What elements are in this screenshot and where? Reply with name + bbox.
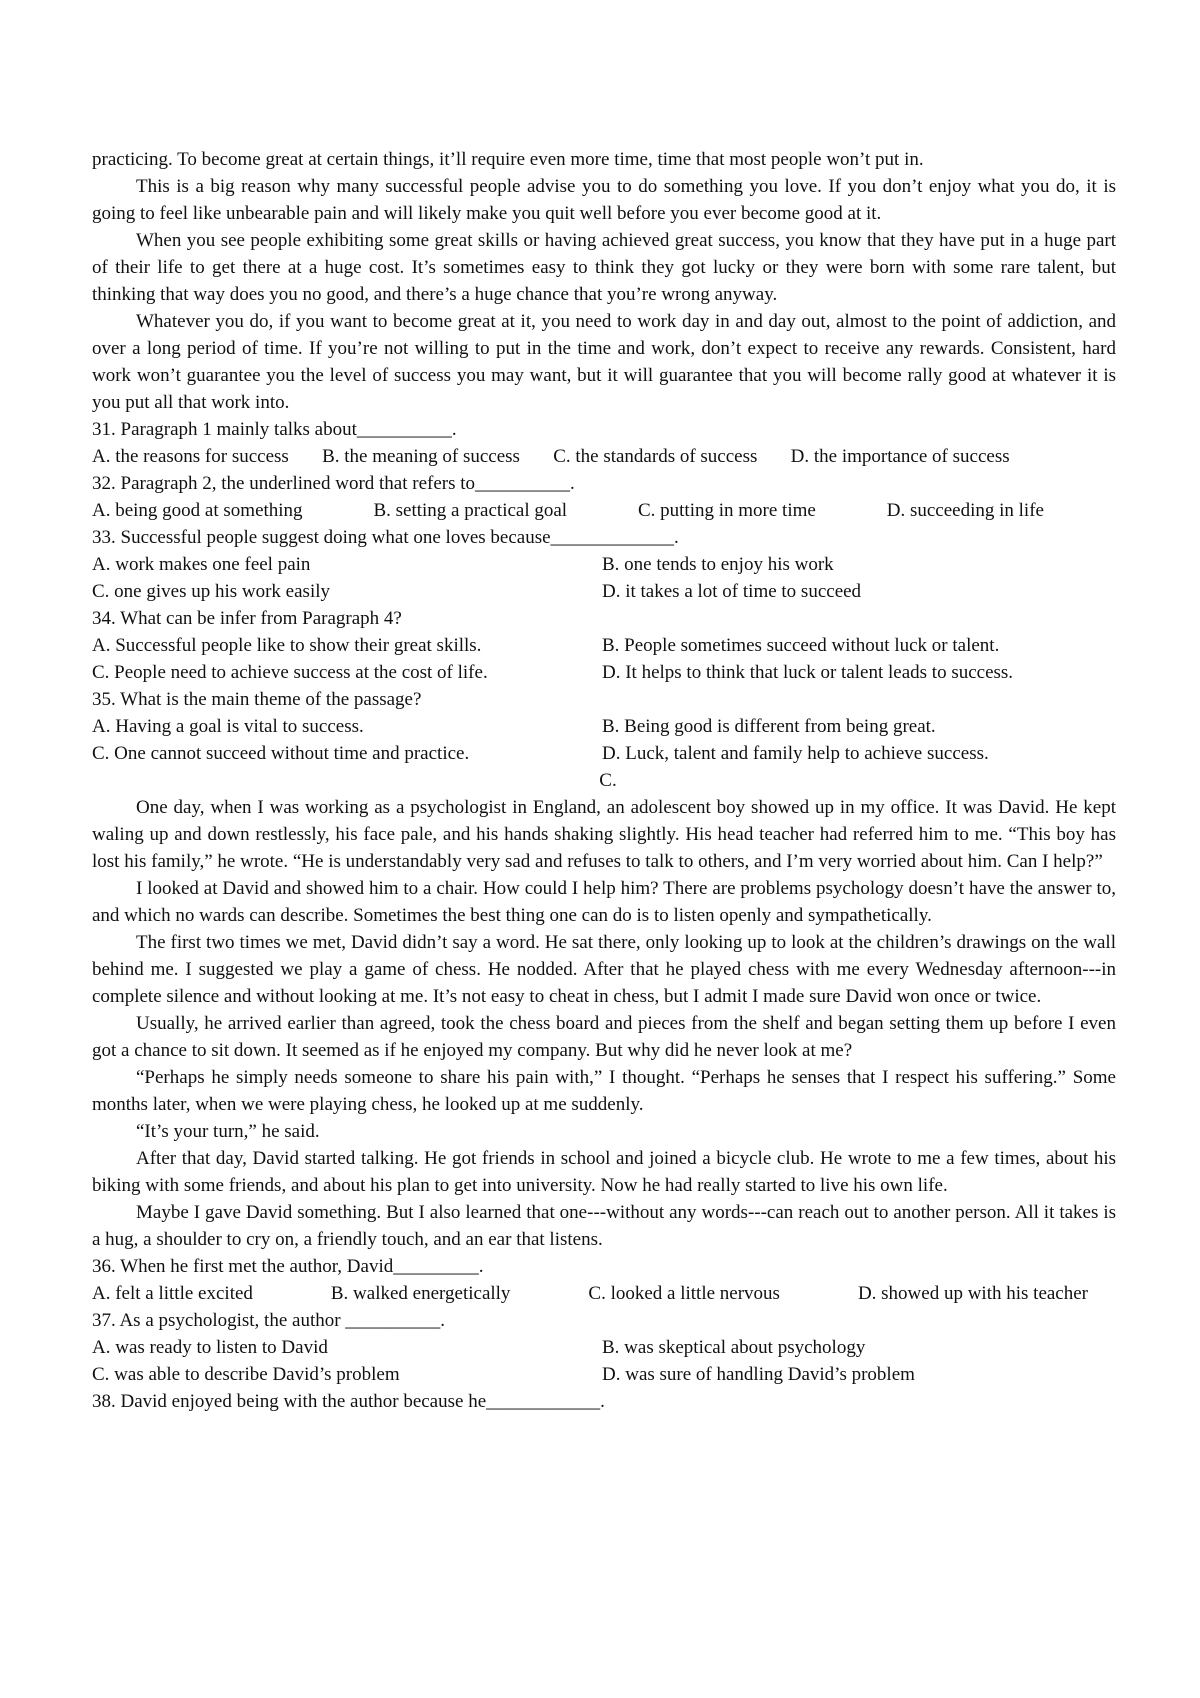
option-d: D. showed up with his teacher xyxy=(857,1283,1088,1304)
option-d: D. was sure of handling David’s problem xyxy=(602,1364,915,1385)
question-stem: 35. What is the main theme of the passage? xyxy=(92,689,422,710)
passage-c-paragraph: One day, when I was working as a psychologist in England, an adolescent boy showed up in my office. It was David. He kept waling up and down restlessly, his face pale, and his hands shaking slightly. His head teacher had referred him to me. “This boy has lost his family,” he wrote. “He is understandably very sad and refuses to talk to others, and I’m very worried about him. Can I help?” xyxy=(92,797,1116,872)
option-a: A. being good at something xyxy=(92,500,303,521)
passage-b-paragraph: When you see people exhibiting some great skills or having achieved great success, you know that they have put in a huge part of their life to get there at a huge cost. It’s sometimes easy to think they got lucky or they were born with some rare talent, but thinking that way does you no good, and there’s a huge chance that you’re wrong anyway. xyxy=(92,230,1116,305)
question-36 xyxy=(92,1253,1116,1307)
option-c: C. One cannot succeed without time and practice. xyxy=(92,743,470,764)
option-b: B. was skeptical about psychology xyxy=(602,1337,866,1358)
question-stem: 33. Successful people suggest doing what one loves because_____________. xyxy=(92,527,679,548)
passage-c-paragraph: The first two times we met, David didn’t say a word. He sat there, only looking up to look at the children’s drawings on the wall behind me. I suggested we play a game of chess. He nodded. After that he played chess with me every Wednesday afternoon---in complete silence and without looking at me. It’s not easy to cheat in chess, but I admit I made sure David won once or twice. xyxy=(92,932,1116,1007)
section-heading: C. xyxy=(599,770,617,791)
option-c: C. the standards of success xyxy=(553,446,758,467)
options-grid xyxy=(92,1334,1116,1388)
question-stem: 38. David enjoyed being with the author because he____________. xyxy=(92,1391,605,1412)
option-c: C. one gives up his work easily xyxy=(92,581,331,602)
option-a: A. work makes one feel pain xyxy=(92,554,311,575)
question-32 xyxy=(92,470,1116,524)
passage-c-paragraph: I looked at David and showed him to a chair. How could I help him? There are problems psychology doesn’t have the answer to, and which no wards can describe. Sometimes the best thing one can do is to listen openly and sympathetically. xyxy=(92,878,1116,926)
question-37 xyxy=(92,1307,1116,1388)
option-b: B. the meaning of success xyxy=(322,446,520,467)
passage-b-line-continued: practicing. To become great at certain things, it’ll require even more time, time that most people won’t put in. xyxy=(92,149,924,170)
option-c: C. putting in more time xyxy=(637,500,816,521)
option-d: D. Luck, talent and family help to achieve success. xyxy=(602,743,989,764)
question-stem: 34. What can be infer from Paragraph 4? xyxy=(92,608,402,629)
options-row xyxy=(92,1280,1088,1307)
option-b: B. walked energetically xyxy=(330,1283,511,1304)
option-a: A. felt a little excited xyxy=(92,1283,253,1304)
question-33 xyxy=(92,524,1116,605)
option-d: D. it takes a lot of time to succeed xyxy=(602,581,862,602)
passage-c-paragraph: “It’s your turn,” he said. xyxy=(136,1121,320,1142)
option-a: A. Having a goal is vital to success. xyxy=(92,716,364,737)
option-a: A. Successful people like to show their great skills. xyxy=(92,635,482,656)
options-grid xyxy=(92,632,1116,686)
exam-page xyxy=(92,146,1116,1415)
question-34 xyxy=(92,605,1116,686)
passage-b-paragraph: Whatever you do, if you want to become great at it, you need to work day in and day out, almost to the point of addiction, and over a long period of time. If you’re not willing to put in the time and work, don’t expect to receive any rewards. Consistent, hard work won’t guarantee you the level of success you may want, but it will guarantee that you will become rally good at whatever it is you put all that work into. xyxy=(92,311,1116,413)
passage-c-paragraph: “Perhaps he simply needs someone to share his pain with,” I thought. “Perhaps he senses that I respect his suffering.” Some months later, when we were playing chess, he looked up at me suddenly. xyxy=(92,1067,1116,1115)
option-b: B. setting a practical goal xyxy=(373,500,568,521)
option-a: A. was ready to listen to David xyxy=(92,1337,328,1358)
option-c: C. was able to describe David’s problem xyxy=(92,1364,400,1385)
passage-c-paragraph: After that day, David started talking. He got friends in school and joined a bicycle club. He wrote to me a few times, about his biking with some friends, and about his plan to get into university. Now he had really started to live his own life. xyxy=(92,1148,1116,1196)
options-grid xyxy=(92,713,1116,767)
passage-c-paragraph: Maybe I gave David something. But I also learned that one---without any words---can reach out to another person. All it takes is a hug, a shoulder to cry on, a friendly touch, and an ear that listens. xyxy=(92,1202,1116,1250)
option-c: C. looked a little nervous xyxy=(588,1283,780,1304)
question-35 xyxy=(92,686,1116,767)
options-row xyxy=(92,443,1116,470)
option-b: B. Being good is different from being great. xyxy=(602,716,936,737)
options-row xyxy=(92,497,1044,524)
options-grid xyxy=(92,551,1116,605)
option-d: D. succeeding in life xyxy=(886,500,1044,521)
question-38 xyxy=(92,1388,1116,1415)
option-b: B. one tends to enjoy his work xyxy=(602,554,834,575)
question-stem: 36. When he first met the author, David_________. xyxy=(92,1256,484,1277)
option-a: A. the reasons for success xyxy=(92,446,289,467)
option-c: C. People need to achieve success at the cost of life. xyxy=(92,662,488,683)
passage-b-paragraph: This is a big reason why many successful people advise you to do something you love. If you don’t enjoy what you do, it is going to feel like unbearable pain and will likely make you quit well before you ever become good at it. xyxy=(92,176,1116,224)
question-stem: 31. Paragraph 1 mainly talks about__________. xyxy=(92,419,457,440)
question-stem: 37. As a psychologist, the author __________. xyxy=(92,1310,446,1331)
question-31 xyxy=(92,416,1116,470)
option-d: D. It helps to think that luck or talent leads to success. xyxy=(602,662,1014,683)
question-stem: 32. Paragraph 2, the underlined word that refers to__________. xyxy=(92,473,575,494)
passage-c-paragraph: Usually, he arrived earlier than agreed, took the chess board and pieces from the shelf and began setting them up before I even got a chance to sit down. It seemed as if he enjoyed my company. But why did he never look at me? xyxy=(92,1013,1116,1061)
option-b: B. People sometimes succeed without luck or talent. xyxy=(602,635,1000,656)
option-d: D. the importance of success xyxy=(790,446,1010,467)
